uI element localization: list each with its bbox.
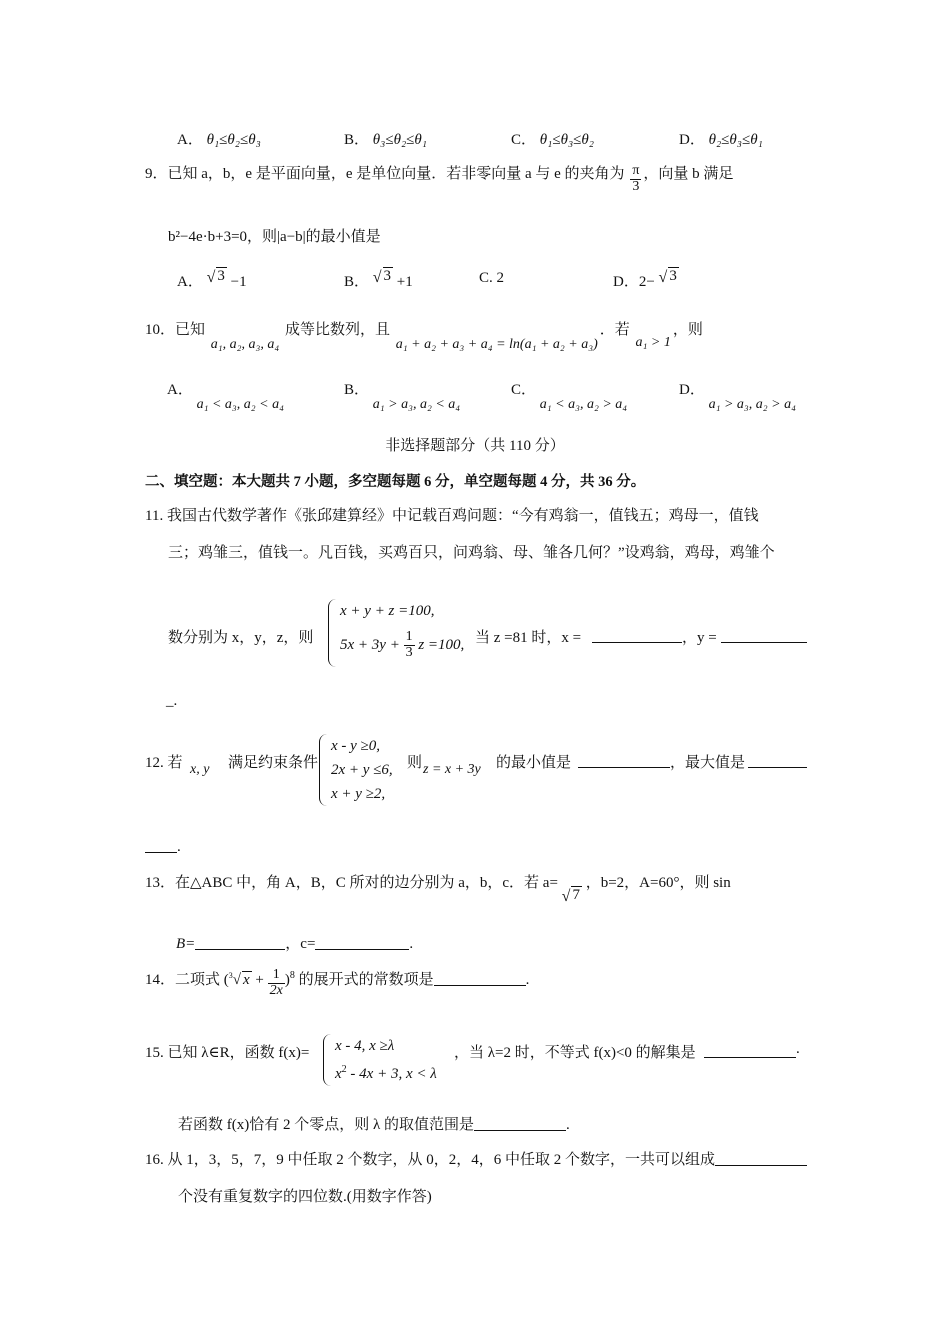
q16-line1 [145,1148,807,1169]
section-title: 非选择题部分（共 110 分） [385,438,565,454]
q15-brace [323,1034,332,1086]
q9-line2 [168,225,381,246]
q11-blank-x[interactable] [592,628,682,643]
q14-line: 14．二项式 ($^3$√ x + $\frac{1}{2x}$ )$^8$ 的展开式的常数项是 . [145,967,530,998]
q8-option-b [344,128,427,149]
q11-eq2-post: z =100, [418,637,465,653]
q9-option-a-rad: 3 [217,268,225,284]
q11-line3-pre: 数分别为 x，y，z，则 [168,630,314,646]
q11-line4: _. [166,693,178,709]
q14-blank[interactable] [434,971,526,986]
q9-text2: ，向量 b 满足 [643,166,734,182]
q9-option-a-tail: −1 [230,274,247,290]
q9-option-d-label: D．2− [613,274,655,290]
q12-mid: 满足约束条件 [228,755,319,771]
q8-option-c [511,128,594,149]
q9-frac-den: 3 [632,179,640,194]
q14-frac-den: 2x [269,983,283,998]
q15-blank-solution[interactable] [704,1043,796,1058]
q10-option-a [167,378,284,412]
q11-eq2-frac-den: 3 [405,645,413,661]
q9-option-a [177,267,247,291]
q9-condition: b²−4e·b+3=0，则|a−b|的最小值是 [168,229,381,245]
q12-mid3: ，最大值是 [670,755,746,771]
q15-case2-base: x [335,1066,342,1082]
q9-frac-num: π [632,163,640,179]
q10-option-d [679,378,796,412]
q12-pre: 12. 若 [145,755,183,771]
q12-mid2: 的最小值是 [496,755,572,771]
q13-pre: 13．在△ABC 中，角 A，B，C 所对的边分别为 a，b，c．若 a= [145,875,558,891]
q12-c2: 2x + y ≤6, [331,762,393,778]
q14-root-body: x [242,972,250,988]
q13-line2-mid: ，c= [285,936,316,952]
q10-option-d-label: D． [679,382,705,398]
q12-vars: x, y [190,762,210,777]
q10-number: 10． [145,322,176,338]
q10-option-b-expr: a₁ > a₃, a₂ < a₄ [372,397,461,412]
q9-option-b-rad: 3 [383,268,392,284]
q8-option-c-label: C． [511,132,537,148]
q11-eq2-pre: 5x + 3y + [340,637,400,653]
q11-line3-mid: 当 z =81 时，x = [475,630,582,646]
q13-line2 [176,932,413,953]
q12-target: z = x + 3y [423,762,481,777]
q12-tail-line [145,838,181,856]
q14-tail: . [525,972,530,988]
q14-pre: 14．二项式 ( [145,972,229,988]
q11-blank-y[interactable] [721,628,807,643]
q9-text1: 已知 a，b，e 是平面向量，e 是单位向量．若非零向量 a 与 e 的夹角为 [167,166,625,182]
sqrt-icon: √ [206,269,216,286]
q12-brace [319,734,328,806]
q14-fraction [268,968,285,998]
q12-c3: x + y ≥2, [331,786,386,802]
q11-eq2-frac-num: 1 [405,629,413,645]
q12-line [145,734,807,810]
q12-blank-max[interactable] [748,753,807,768]
q15-line2-text: 若函数 f(x)恰有 2 个零点，则 λ 的取值范围是 [178,1117,475,1133]
q9-option-a-label: A． [177,274,203,290]
q10-text1: 已知 [175,322,206,338]
q8-option-b-label: B． [344,132,370,148]
q13-blank-c[interactable] [315,935,409,950]
q16-line1-text: 16. 从 1，3，5，7，9 中任取 2 个数字，从 0，2，4，6 中任取 2 个数字，一共可以组成 [145,1152,716,1168]
q8-option-d-label: D． [679,132,705,148]
q11-line3-mid2: ，y = [682,630,717,646]
q11-eq1: x + y + z =100, [340,603,435,619]
q10-text2: 成等比数列，且 [285,322,391,338]
q13-line1 [145,871,807,907]
q12-blank-min[interactable] [578,753,670,768]
q10-sequence: a₁, a₂, a₃, a₄ [210,337,280,352]
q10-equation: a₁ + a₂ + a₃ + a₄ = ln(a₁ + a₂ + a₃) [395,337,598,352]
q8-option-a [177,128,261,149]
q12-tail: . [177,839,181,855]
q15-piecewise [335,1034,437,1086]
sqrt-icon: √ [658,269,668,286]
q9-option-b-label: B． [344,274,370,290]
q9-option-c-text: C. 2 [479,270,505,286]
q14-plus: + [251,972,268,988]
q14-power: 8 [289,970,295,981]
q9-angle-fraction [630,164,641,194]
q15-tail: . [796,1041,800,1057]
q8-option-d-expr: θ₂≤θ₃≤θ₁ [708,132,763,148]
q10-line1 [145,318,807,352]
q11-equation-system [340,599,464,667]
q13-post: ，b=2，A=60°，则 sin [585,875,731,891]
q9-line1 [145,162,807,202]
q9-option-b-tail: +1 [396,274,413,290]
q11-line3 [168,599,808,675]
q8-option-d [679,128,763,149]
q10-option-c-label: C． [511,382,537,398]
q10-option-c-expr: a₁ < a₃, a₂ > a₄ [539,397,628,412]
q16-blank[interactable] [715,1151,807,1166]
q10-option-b [344,378,461,412]
q15-case2-rest: - 4x + 3, x < λ [346,1066,437,1082]
q15-line2 [178,1113,570,1134]
q15-post: ，当 λ=2 时，不等式 f(x)<0 的解集是 [454,1045,696,1061]
q15-line [145,1034,807,1086]
q9-option-d-rad: 3 [669,268,677,284]
section-heading: 二、填空题：本大题共 7 小题，多空题每题 6 分，单空题每题 4 分，共 36 分。 [145,474,646,490]
q10-option-b-label: B． [344,382,370,398]
q10-option-d-expr: a₁ > a₃, a₂ > a₄ [708,397,796,412]
q11-eq2 [340,623,464,667]
q12-blank-max-cont[interactable] [145,838,177,853]
q13-line2-pre: B= [176,936,196,952]
q14-root [229,972,252,988]
q15-blank-range[interactable] [474,1116,566,1131]
q10-text4: ，则 [672,322,703,338]
q11-line2: 三；鸡雏三，值钱一。凡百钱，买鸡百只，问鸡翁、母、雏各几何？”设鸡翁，鸡母，鸡雏个 [168,545,775,561]
q10-text3: ．若 [599,322,630,338]
q10-condition: a₁ > 1 [635,335,671,350]
q15-case2-exp: 2 [341,1064,347,1075]
q9-option-d [613,267,679,291]
q9-number: 9． [145,166,168,182]
q13-blank-sinb[interactable] [195,935,285,950]
q14-post: 的展开式的常数项是 [298,972,434,988]
q13-rad: 7 [572,887,580,903]
sqrt-icon: √ [372,269,382,286]
q10-option-a-expr: a₁ < a₃, a₂ < a₄ [196,397,284,412]
q8-option-c-expr: θ₁≤θ₃≤θ₂ [539,132,594,148]
q13-line2-tail: . [409,936,414,952]
q16-line2: 个没有重复数字的四位数.(用数字作答) [178,1189,432,1205]
q15-pre: 15. 已知 λ∈R，函数 f(x)= [145,1045,310,1061]
q10-option-a-label: A． [167,382,193,398]
q8-option-a-label: A． [177,132,203,148]
q12-then: 则 [407,755,423,771]
q14-root-index: 3 [228,971,233,980]
q12-c1: x - y ≥0, [331,738,381,754]
sqrt-icon: √ [232,972,241,988]
q15-case2 [335,1058,437,1086]
q14-frac-num: 1 [268,968,285,984]
q8-option-a-expr: θ₁≤θ₂≤θ₃ [206,132,261,148]
q9-option-c [479,270,504,287]
q8-option-b-expr: θ₃≤θ₂≤θ₁ [372,132,427,148]
sqrt-icon: √ [561,888,571,905]
q11-eq2-fraction [404,630,415,660]
q10-option-c [511,378,628,412]
q12-constraint-system [331,734,393,806]
q9-option-b [344,267,413,291]
q11-brace [328,599,337,667]
q11-line1: 11. 我国古代数学著作《张邱建算经》中记载百鸡问题：“今有鸡翁一，值钱五；鸡母一，值钱 [145,508,759,524]
q15-line2-tail: . [566,1117,570,1133]
q15-case1: x - 4, x ≥λ [335,1038,395,1054]
